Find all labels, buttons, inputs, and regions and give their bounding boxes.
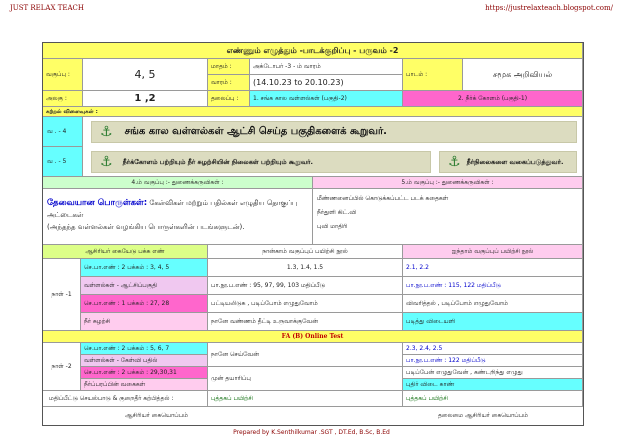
needed-text: கேள்விகள் மற்றும் பதில்கள் எழுதிய தொகுப்பு அட்டைகள் — [47, 199, 298, 219]
day1-teacher-row: செ.பா.எண் : 1 பக்கம் : 27, 28 — [81, 295, 208, 313]
unit-label: அலகு : — [43, 91, 83, 107]
outcome-class5-label: வ . - 5 — [43, 147, 83, 177]
class-label: வகுப்பு : — [43, 59, 83, 91]
outcome-class5-b — [439, 151, 577, 173]
lesson-class5: 2. நீர்க் கோளம் (பகுதி-1) — [403, 91, 583, 107]
day1-c4-act: நானே வண்ணம் தீட்டி உருவாக்குவேன் — [208, 313, 403, 331]
day2-teacher-row: நீர்ப்பரப்பின் வகைகள் — [81, 379, 208, 391]
lesson-plan-sheet — [42, 42, 584, 426]
subject-label: பாடம் : — [403, 59, 463, 91]
week-value: (14.10.23 to 20.10.23) — [250, 75, 403, 91]
outcome-class5-a — [91, 151, 431, 173]
lesson-label: தலைப்பு : — [208, 91, 250, 107]
class5-book-head: ஐந்தாம் வகுப்புப் பயிற்சி நூல் — [403, 245, 583, 259]
week-label: வாரம் : — [208, 75, 250, 91]
materials-class5 — [313, 189, 583, 245]
material-item: நீர்துளி கிட்.வி — [317, 209, 357, 216]
day1-c4-act: பட்டியலிடுக , படிப்போம் எழுதுவோம் — [208, 295, 403, 313]
day2-c5-act: புதிர் விடை காண் — [403, 379, 583, 391]
day1-teacher-row: நீர் சுழற்சி — [81, 313, 208, 331]
header-site-url[interactable]: https://justrelaxteach.blogspot.com/ — [485, 4, 613, 12]
day2-teacher-row: செ.பா.எண் : 2 பக்கம் : 29,30,31 — [81, 367, 208, 379]
needed-text-2: (அந்தந்த வள்ளல்கள் வழங்கிய பொருள்களின் படங்களுடன்). — [47, 223, 245, 231]
anchor-icon: ⚓ — [100, 154, 113, 170]
subject-value: சமூக அறிவியல் — [463, 59, 583, 91]
day1-teacher-row: வள்ளல்கள் - ஆட்சிப்பகுதி — [81, 277, 208, 295]
outcome-class4 — [91, 121, 577, 143]
materials-class4-head: 4.ம் வகுப்பு :- துணைக்கருவிகள் : — [43, 177, 313, 189]
outcome-class4-text: சங்க கால வள்ளல்கள் ஆட்சி செய்த பகுதிகளைக் கூறுவர். — [124, 126, 387, 137]
day2-c4-act: நானே செய்வேன் — [208, 343, 403, 367]
month-value: அக்டோபர் -3 - ம் வாரம் — [250, 59, 403, 75]
day1-c5-act: விவரித்தல் , படிப்போம் எழுதுவோம் — [403, 295, 583, 313]
month-label: மாதம் : — [208, 59, 250, 75]
day2-c5-code: 2.3, 2.4, 2.5 — [403, 343, 583, 355]
footer-credit: Prepared by K.Senthilkumar .SGT , DT.Ed, B.Sc, B.Ed — [233, 429, 390, 436]
lesson-class4: 1. சங்க கால வள்ளல்கள் (பகுதி-2) — [250, 91, 403, 107]
day2-label: நாள் -2 — [43, 343, 81, 391]
day1-teacher-row: செ.பா.எண் : 2 பக்கம் : 3, 4, 5 — [81, 259, 208, 277]
class-value: 4, 5 — [83, 59, 208, 91]
header-site-name: JUST RELAX TEACH — [10, 4, 84, 12]
day2-c4-act: முன் தயாரிப்பு — [208, 367, 403, 391]
outcomes-label: கற்றல் விளைவுகள் : — [43, 107, 583, 117]
day2-c5-page: பா.நூ.ப.எண் : 122 மதிப்பீடு — [403, 355, 583, 367]
day1-c5-page: பா.நூ.ப.எண் : 115, 122 மதிப்பீடு — [403, 277, 583, 295]
day1-label: நாள் -1 — [43, 259, 81, 331]
fa-test-banner: FA (B) Online Test — [43, 331, 583, 343]
materials-class4 — [43, 189, 313, 245]
unit-value: 1 ,2 — [83, 91, 208, 107]
day2-teacher-row: செ.பா.எண் : 2 பக்கம் : 5, 6, 7 — [81, 343, 208, 355]
anchor-icon: ⚓ — [448, 154, 461, 170]
class4-book-head: நான்காம் வகுப்புப் பயிற்சி நூல் — [208, 245, 403, 259]
outcome-class5-text-b: நீர்நிலைகளை வகைப்படுத்துவர். — [466, 157, 564, 166]
day1-c4-code: 1.3, 1.4, 1.5 — [208, 259, 403, 277]
day2-teacher-row: வள்ளல்கள் - கேள்வி பதில் — [81, 355, 208, 367]
material-item: புவி மாதிரி — [317, 223, 348, 230]
needed-title: தேவையான பொருள்கள்: — [47, 198, 148, 208]
teacher-signature: ஆசிரியர் கையொப்பம் — [125, 412, 189, 419]
outcome-class5-text-a: நீர்க்கோளம் பற்றியும் நீர் சுழற்சியின் நிலைகள் பற்றியும் கூறுவர். — [122, 157, 313, 166]
day1-c5-act: படித்து விடையளி — [403, 313, 583, 331]
evaluation-class5: புத்தகப் பயிற்சி — [403, 391, 583, 407]
evaluation-label: மதிப்பீட்டு செயல்பாடு & குறைதீர் கற்பித்தல் : — [43, 391, 208, 407]
plan-title: எண்ணும் எழுத்தும் -பாடக்குறிப்பு - பருவம் -2 — [43, 43, 583, 59]
day1-c4-page: பா.நூ.ப.எண் : 95, 97, 99, 103 மதிப்பீடு — [208, 277, 403, 295]
headmaster-signature: தலைமை ஆசிரியர் கையொப்பம் — [438, 412, 528, 419]
material-item: மீண்ணனைப்பில் கொடுக்கப்பட்ட படக் கதைகள் — [317, 195, 449, 202]
outcome-class4-label: வ . - 4 — [43, 117, 83, 147]
materials-class5-head: 5.ம் வகுப்பு :- துணைக்கருவிகள் : — [313, 177, 583, 189]
teacher-guide-head: ஆசிரியர் கையேடு பக்க எண் — [43, 245, 208, 259]
evaluation-class4: புத்தகப் பயிற்சி — [208, 391, 403, 407]
anchor-icon: ⚓ — [100, 124, 113, 140]
day1-c5-code: 2.1, 2.2 — [403, 259, 583, 277]
day2-c5-act: படிப்பேன் எழுதுவேன் , கண்டறிந்து எழுது — [403, 367, 583, 379]
